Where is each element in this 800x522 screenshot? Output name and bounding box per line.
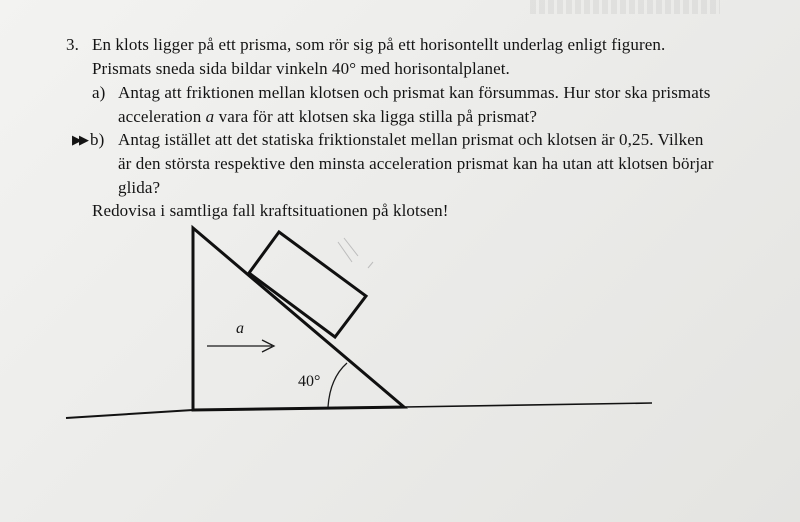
part-a-text-line-1: Antag att friktionen mellan klotsen och prismat kan försummas. Hur stor ska prismats <box>118 83 711 102</box>
part-b-text-line-3: glida? <box>118 178 161 197</box>
ground-line-right <box>404 403 652 407</box>
block-rectangle <box>249 232 366 337</box>
problem-number: 3. <box>66 35 79 54</box>
part-b-label: b) <box>90 130 105 149</box>
angle-label: 40° <box>298 373 321 390</box>
acceleration-variable: a <box>205 107 215 126</box>
part-a-text-prefix: acceleration <box>118 107 206 126</box>
problem-text-line-1: En klots ligger på ett prisma, som rör sig på ett horisontellt underlag enligt figuren. <box>92 35 666 54</box>
ground-line-left <box>66 410 193 418</box>
part-a-text-suffix: vara för att klotsen ska ligga stilla på prismat? <box>214 107 537 126</box>
faint-pencil-marks <box>338 238 373 268</box>
summary-instruction: Redovisa i samtliga fall kraftsituationen på klotsen! <box>92 201 449 220</box>
part-b-text-line-2: är den största respektive den minsta acceleration prismat kan ha utan att klotsen börjar <box>118 154 714 173</box>
double-arrow-marker-icon: ▶▶ <box>72 132 86 147</box>
part-a-label: a) <box>92 83 106 102</box>
acceleration-label: a <box>236 320 244 337</box>
problem-text-line-2: Prismats sneda sida bildar vinkeln 40° med horisontalplanet. <box>92 59 510 78</box>
part-b-text-line-1: Antag istället att det statiska friktionstalet mellan prismat och klotsen är 0,25. Vilken <box>118 130 704 149</box>
angle-arc <box>328 363 347 407</box>
